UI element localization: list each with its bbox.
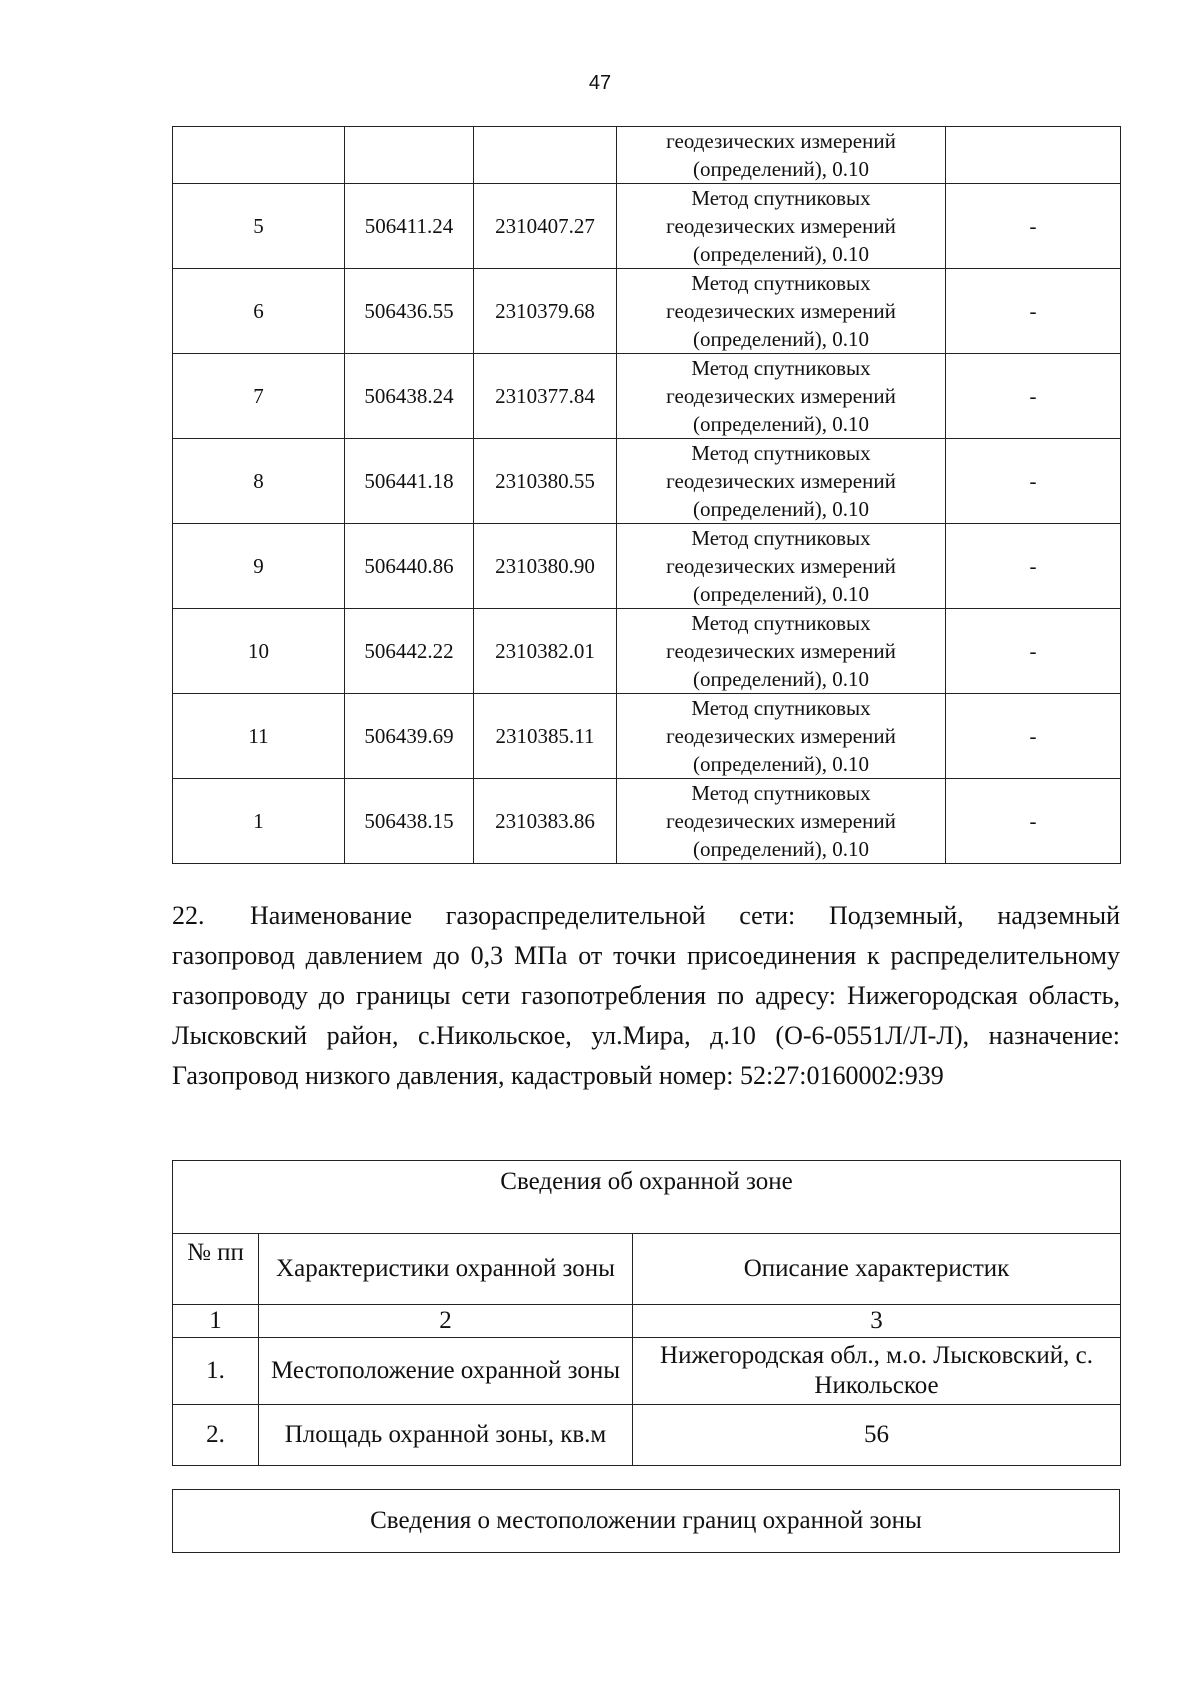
table-row bbox=[173, 779, 1121, 864]
zone-table-title: Сведения об охранной зоне bbox=[173, 1161, 1121, 1234]
method-cell: Метод спутниковых геодезических измерений (определений), 0.10 bbox=[617, 694, 946, 779]
point-number-cell: 5 bbox=[173, 184, 345, 269]
method-cell: геодезических измерений (определений), 0.10 bbox=[617, 127, 946, 184]
zone-boundaries-table bbox=[172, 1489, 1120, 1553]
method-cell: Метод спутниковых геодезических измерений (определений), 0.10 bbox=[617, 609, 946, 694]
method-cell: Метод спутниковых геодезических измерений (определений), 0.10 bbox=[617, 269, 946, 354]
table-row-continuation bbox=[173, 127, 1121, 184]
method-cell: Метод спутниковых геодезических измерений (определений), 0.10 bbox=[617, 354, 946, 439]
method-cell: Метод спутниковых геодезических измерений (определений), 0.10 bbox=[617, 184, 946, 269]
table-row bbox=[173, 694, 1121, 779]
boundaries-table-title: Сведения о местоположении границ охранной зоны bbox=[173, 1490, 1120, 1553]
x-coordinate-cell: 506438.24 bbox=[345, 354, 474, 439]
table-row: 1. Местоположение охранной зоны Нижегородская обл., м.о. Лысковский, с. Никольское bbox=[173, 1338, 1121, 1405]
table-row bbox=[173, 354, 1121, 439]
section-paragraph bbox=[172, 896, 1120, 1096]
table-row bbox=[173, 524, 1121, 609]
table-row bbox=[173, 439, 1121, 524]
method-cell: Метод спутниковых геодезических измерений (определений), 0.10 bbox=[617, 779, 946, 864]
point-number-cell: 10 bbox=[173, 609, 345, 694]
note-cell: - bbox=[946, 524, 1121, 609]
x-coordinate-cell: 506442.22 bbox=[345, 609, 474, 694]
table-row bbox=[173, 269, 1121, 354]
x-coordinate-cell: 506439.69 bbox=[345, 694, 474, 779]
x-coordinate-cell: 506438.15 bbox=[345, 779, 474, 864]
y-coordinate-cell: 2310377.84 bbox=[474, 354, 617, 439]
x-coordinate-cell: 506411.24 bbox=[345, 184, 474, 269]
note-cell: - bbox=[946, 184, 1121, 269]
note-cell: - bbox=[946, 269, 1121, 354]
note-cell: - bbox=[946, 779, 1121, 864]
y-coordinate-cell: 2310380.55 bbox=[474, 439, 617, 524]
note-cell: - bbox=[946, 609, 1121, 694]
protection-zone-table bbox=[172, 1160, 1121, 1466]
table-row bbox=[173, 609, 1121, 694]
table-row bbox=[173, 184, 1121, 269]
note-cell: - bbox=[946, 354, 1121, 439]
y-coordinate-cell: 2310382.01 bbox=[474, 609, 617, 694]
y-coordinate-cell: 2310385.11 bbox=[474, 694, 617, 779]
point-number-cell: 9 bbox=[173, 524, 345, 609]
method-cell: Метод спутниковых геодезических измерений (определений), 0.10 bbox=[617, 439, 946, 524]
column-header-characteristic: Характеристики охранной зоны bbox=[259, 1234, 633, 1305]
point-number-cell: 1 bbox=[173, 779, 345, 864]
note-cell: - bbox=[946, 694, 1121, 779]
column-header-number: № пп bbox=[173, 1234, 259, 1305]
x-coordinate-cell: 506436.55 bbox=[345, 269, 474, 354]
x-coordinate-cell: 506441.18 bbox=[345, 439, 474, 524]
point-number-cell: 8 bbox=[173, 439, 345, 524]
y-coordinate-cell: 2310380.90 bbox=[474, 524, 617, 609]
note-cell: - bbox=[946, 439, 1121, 524]
section-text: Наименование газораспределительной сети: Подземный, надземный газопровод давлением до 0,3 МПа от точки присоединения к распределительному газопроводу до границы сети газопотребления по адресу: Нижегородская область, Лысковский район, с.Никольское, ул.Мира, д.10 (О-6-0551Л/Л-Л), назначение: Газопровод низкого давления, кадастровый номер: 52:27:0160002:939 bbox=[172, 901, 1120, 1090]
point-number-cell: 6 bbox=[173, 269, 345, 354]
point-number-cell: 7 bbox=[173, 354, 345, 439]
method-cell: Метод спутниковых геодезических измерений (определений), 0.10 bbox=[617, 524, 946, 609]
y-coordinate-cell: 2310383.86 bbox=[474, 779, 617, 864]
x-coordinate-cell: 506440.86 bbox=[345, 524, 474, 609]
table-row: 2. Площадь охранной зоны, кв.м 56 bbox=[173, 1405, 1121, 1466]
point-number-cell: 11 bbox=[173, 694, 345, 779]
page-number: 47 bbox=[588, 72, 612, 94]
zone-table-header bbox=[173, 1234, 1121, 1305]
y-coordinate-cell: 2310379.68 bbox=[474, 269, 617, 354]
zone-table-index-row: 1 2 3 bbox=[173, 1305, 1121, 1338]
column-header-description: Описание характеристик bbox=[633, 1234, 1121, 1305]
coordinates-table bbox=[172, 126, 1121, 864]
section-number: 22. bbox=[172, 901, 205, 930]
y-coordinate-cell: 2310407.27 bbox=[474, 184, 617, 269]
